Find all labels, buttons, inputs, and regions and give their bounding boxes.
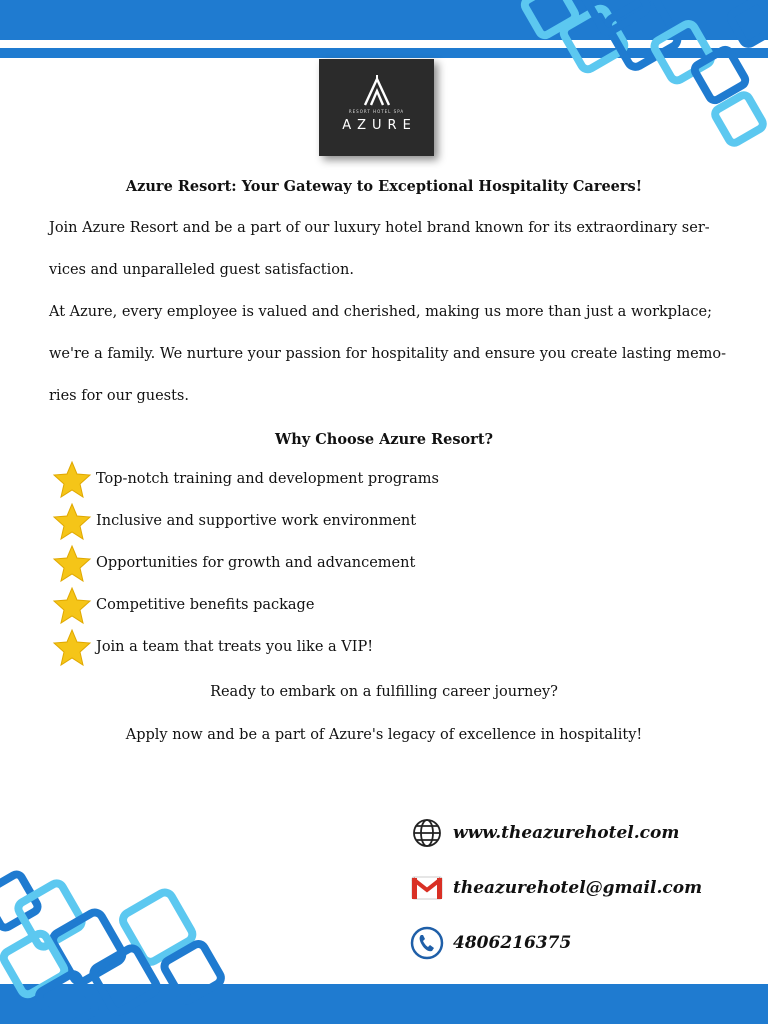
azure-logo bbox=[319, 59, 434, 156]
contact-phone[interactable] bbox=[410, 923, 750, 963]
benefit-item bbox=[52, 626, 439, 668]
cta-apply: Apply now and be a part of Azure's legacy of excellence in hospitality! bbox=[125, 727, 643, 743]
intro-line: At Azure, every employee is valued and cherished, making us more than just a workplace; bbox=[49, 304, 712, 320]
intro-line: ries for our guests. bbox=[49, 388, 189, 404]
benefits-list bbox=[52, 458, 439, 668]
cta-question: Ready to embark on a fulfilling career journey? bbox=[210, 684, 558, 700]
globe-icon bbox=[410, 816, 444, 850]
benefit-text: Top-notch training and development programs bbox=[96, 471, 439, 487]
top-right-squares-decoration bbox=[520, 0, 768, 160]
benefit-item bbox=[52, 500, 439, 542]
intro-line: we're a family. We nurture your passion for hospitality and ensure you create lasting memo- bbox=[49, 346, 727, 362]
why-choose-title: Why Choose Azure Resort? bbox=[274, 431, 494, 448]
benefit-text: Competitive benefits package bbox=[96, 597, 315, 613]
contact-email[interactable] bbox=[410, 868, 750, 908]
logo-wordmark: AZURE bbox=[342, 118, 417, 133]
star-icon bbox=[52, 459, 92, 499]
benefit-text: Inclusive and supportive work environment bbox=[96, 513, 417, 529]
email-link[interactable]: theazurehotel@gmail.com bbox=[453, 878, 703, 898]
contact-website[interactable] bbox=[410, 813, 750, 853]
azure-logo-mark bbox=[362, 75, 392, 107]
benefit-item bbox=[52, 584, 439, 626]
intro-paragraph bbox=[49, 207, 739, 417]
phone-icon bbox=[410, 926, 444, 960]
star-icon bbox=[52, 501, 92, 541]
star-icon bbox=[52, 627, 92, 667]
intro-line: vices and unparalleled guest satisfaction. bbox=[49, 262, 354, 278]
benefit-item bbox=[52, 542, 439, 584]
star-icon bbox=[52, 585, 92, 625]
logo-tagline: RESORT HOTEL SPA bbox=[348, 109, 405, 114]
intro-line: Join Azure Resort and be a part of our luxury hotel brand known for its extraordinary ser- bbox=[49, 220, 710, 236]
bottom-left-squares-decoration bbox=[0, 870, 250, 1024]
benefit-text: Opportunities for growth and advancement bbox=[96, 555, 416, 571]
star-icon bbox=[52, 543, 92, 583]
gmail-icon bbox=[410, 871, 444, 905]
benefit-item bbox=[52, 458, 439, 500]
benefit-text: Join a team that treats you like a VIP! bbox=[96, 639, 374, 655]
phone-number[interactable]: 4806216375 bbox=[453, 933, 572, 953]
website-link[interactable]: www.theazurehotel.com bbox=[453, 823, 680, 843]
headline: Azure Resort: Your Gateway to Exceptional Hospitality Careers! bbox=[125, 178, 643, 195]
